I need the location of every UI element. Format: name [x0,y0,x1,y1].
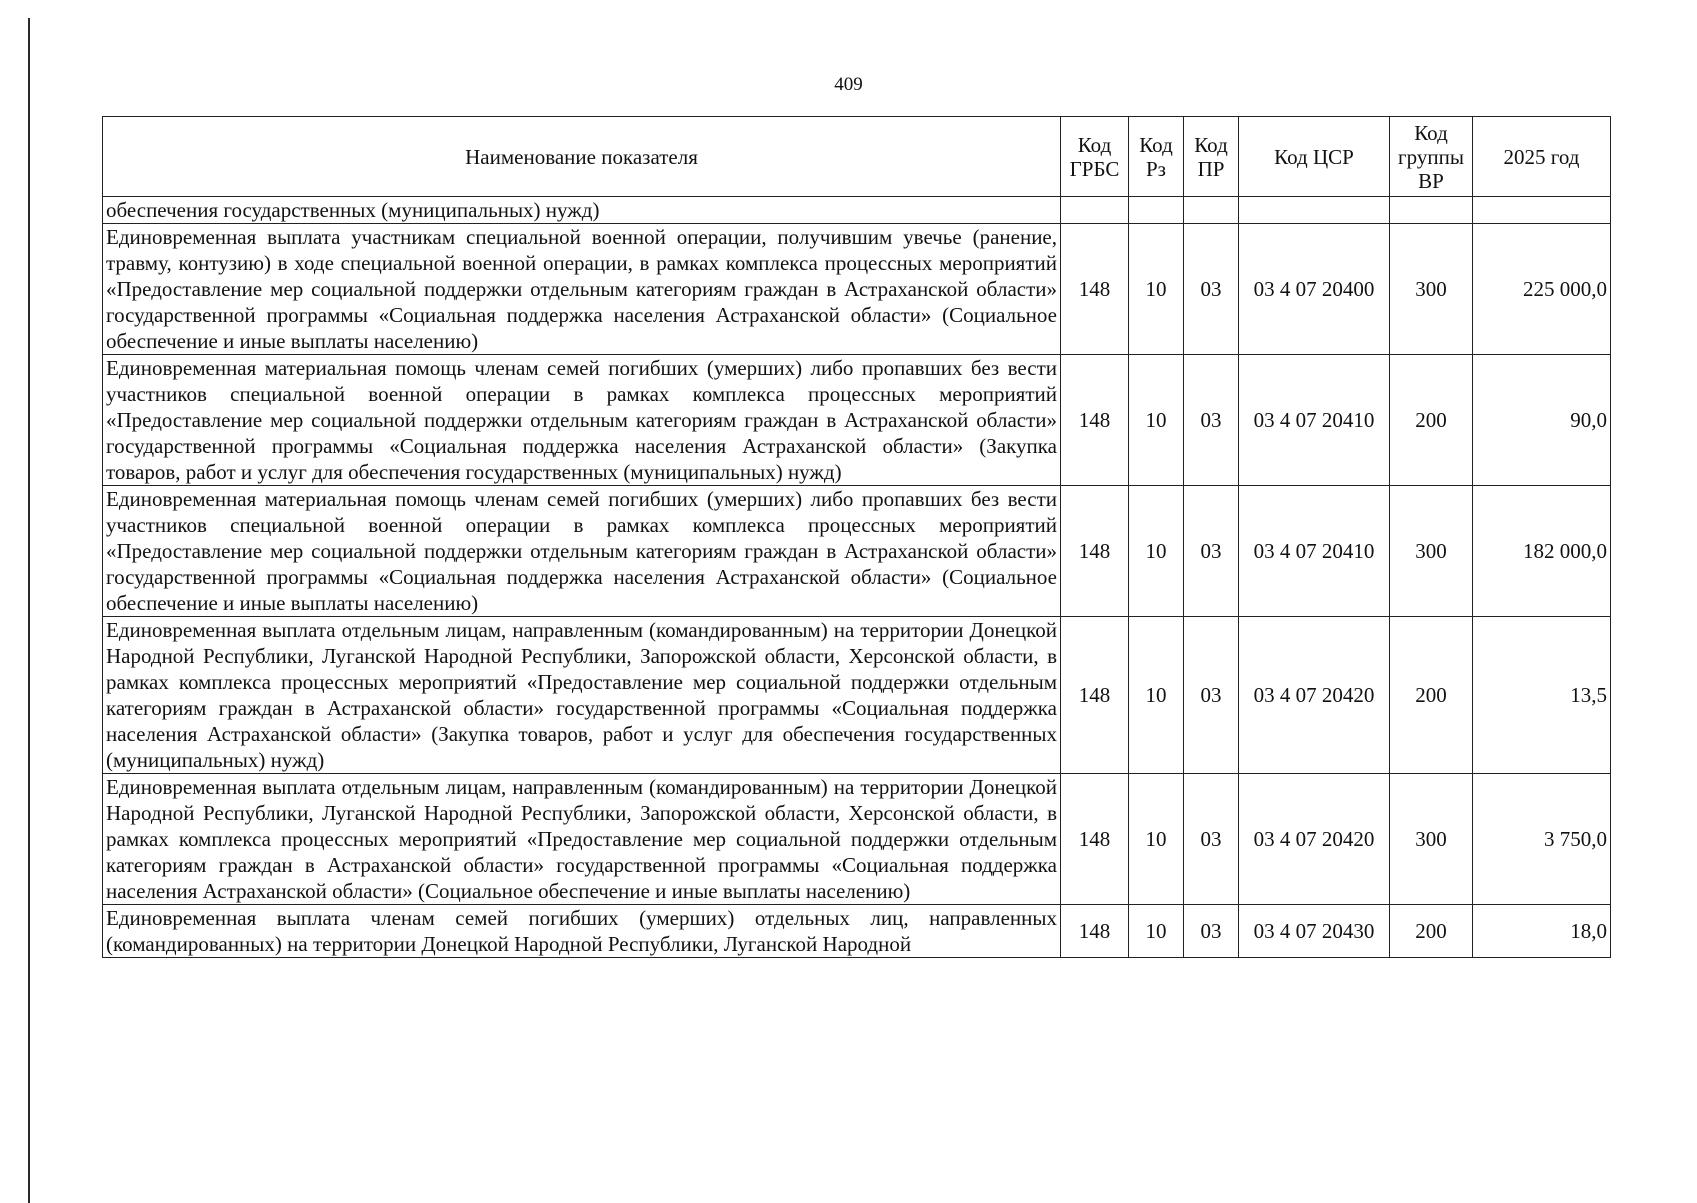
row-vr [1390,197,1473,224]
row-rz: 10 [1129,905,1184,958]
row-name: Единовременная материальная помощь членам семей погибших (умерших) либо пропавших без вести участников специальной военной операции в рамках комплекса процессных мероприятий «Предоставление мер социальной поддержки отдельным категориям граждан в Астраханской области» государственной программы «Социальная поддержка населения Астраханской области» (Социальное обеспечение и иные выплаты населению) [103,486,1061,617]
row-name: обеспечения государственных (муниципальных) нужд) [103,197,1061,224]
row-name: Единовременная выплата членам семей погибших (умерших) отдельных лиц, направленных (командированных) на территории Донецкой Народной Республики, Луганской Народной [103,905,1061,958]
page-number: 409 [834,74,863,95]
page-margin-line [28,18,30,1203]
row-amount: 18,0 [1473,905,1611,958]
row-name: Единовременная материальная помощь членам семей погибших (умерших) либо пропавших без вести участников специальной военной операции в рамках комплекса процессных мероприятий «Предоставление мер социальной поддержки отдельным категориям граждан в Астраханской области» государственной программы «Социальная поддержка населения Астраханской области» (Закупка товаров, работ и услуг для обеспечения государственных (муниципальных) нужд) [103,355,1061,486]
header-pr: Код ПР [1184,117,1239,197]
row-rz: 10 [1129,774,1184,905]
row-pr [1184,197,1239,224]
table-row [103,197,1611,224]
row-amount [1473,197,1611,224]
row-pr: 03 [1184,905,1239,958]
header-vr: Код группы ВР [1390,117,1473,197]
table-row [103,486,1611,617]
row-vr: 200 [1390,355,1473,486]
row-amount: 182 000,0 [1473,486,1611,617]
row-amount: 225 000,0 [1473,224,1611,355]
row-pr: 03 [1184,224,1239,355]
header-csr: Код ЦСР [1239,117,1390,197]
row-csr: 03 4 07 20410 [1239,486,1390,617]
row-vr: 300 [1390,486,1473,617]
row-amount: 3 750,0 [1473,774,1611,905]
header-rz: Код Рз [1129,117,1184,197]
row-rz: 10 [1129,224,1184,355]
table-row [103,355,1611,486]
row-grbs: 148 [1061,617,1129,774]
row-vr: 300 [1390,774,1473,905]
row-rz: 10 [1129,617,1184,774]
row-csr: 03 4 07 20400 [1239,224,1390,355]
row-csr: 03 4 07 20420 [1239,774,1390,905]
row-grbs: 148 [1061,355,1129,486]
row-vr: 200 [1390,617,1473,774]
table-row [103,774,1611,905]
row-pr: 03 [1184,774,1239,905]
table-row [103,905,1611,958]
table-row [103,224,1611,355]
row-name: Единовременная выплата участникам специальной военной операции, получившим увечье (ранение, травму, контузию) в ходе специальной военной операции, в рамках комплекса процессных мероприятий «Предоставление мер социальной поддержки отдельным категориям граждан в Астраханской области» государственной программы «Социальная поддержка населения Астраханской области» (Социальное обеспечение и иные выплаты населению) [103,224,1061,355]
row-grbs: 148 [1061,224,1129,355]
row-amount: 90,0 [1473,355,1611,486]
header-year: 2025 год [1473,117,1611,197]
budget-table [102,116,1611,958]
row-csr [1239,197,1390,224]
header-grbs: Код ГРБС [1061,117,1129,197]
row-name: Единовременная выплата отдельным лицам, направленным (командированным) на территории Донецкой Народной Республики, Луганской Народной Республики, Запорожской области, Херсонской области, в рамках комплекса процессных мероприятий «Предоставление мер социальной поддержки отдельным категориям граждан в Астраханской области» государственной программы «Социальная поддержка населения Астраханской области» (Социальное обеспечение и иные выплаты населению) [103,774,1061,905]
row-rz: 10 [1129,486,1184,617]
row-pr: 03 [1184,617,1239,774]
row-grbs: 148 [1061,486,1129,617]
header-name: Наименование показателя [103,117,1061,197]
row-vr: 300 [1390,224,1473,355]
row-vr: 200 [1390,905,1473,958]
row-amount: 13,5 [1473,617,1611,774]
row-csr: 03 4 07 20410 [1239,355,1390,486]
row-rz: 10 [1129,355,1184,486]
row-grbs [1061,197,1129,224]
row-csr: 03 4 07 20420 [1239,617,1390,774]
row-name: Единовременная выплата отдельным лицам, направленным (командированным) на территории Донецкой Народной Республики, Луганской Народной Республики, Запорожской области, Херсонской области, в рамках комплекса процессных мероприятий «Предоставление мер социальной поддержки отдельным категориям граждан в Астраханской области» государственной программы «Социальная поддержка населения Астраханской области» (Закупка товаров, работ и услуг для обеспечения государственных (муниципальных) нужд) [103,617,1061,774]
table-row [103,617,1611,774]
row-grbs: 148 [1061,774,1129,905]
row-pr: 03 [1184,486,1239,617]
table-header-row [103,117,1611,197]
row-grbs: 148 [1061,905,1129,958]
row-csr: 03 4 07 20430 [1239,905,1390,958]
row-rz [1129,197,1184,224]
row-pr: 03 [1184,355,1239,486]
